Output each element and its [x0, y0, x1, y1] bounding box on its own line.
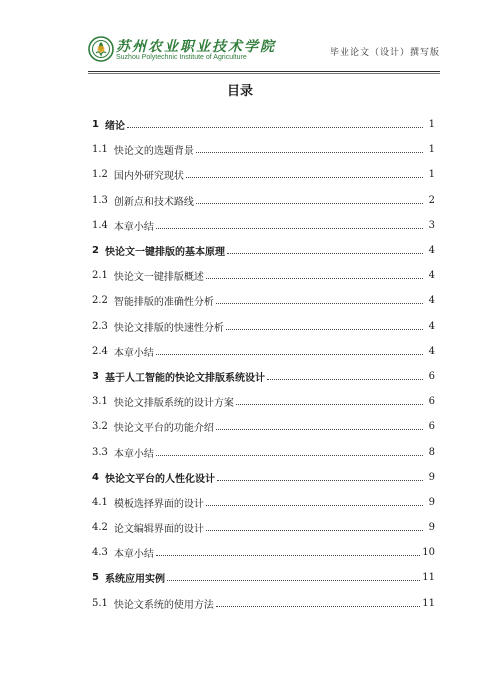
school-emblem-icon [88, 36, 114, 62]
toc-page-number: 1 [428, 169, 435, 181]
toc-entry-title: 本章小结 [113, 221, 154, 233]
school-name-en: Suzhou Polytechnic Institute of Agriculture [116, 54, 247, 61]
toc-page-number: 3 [428, 219, 435, 231]
toc-entry-number: 3.2 [92, 421, 108, 433]
toc-page-number: 9 [428, 471, 435, 483]
toc-chapter-entry[interactable] [92, 565, 435, 590]
toc-entry-number: 2.1 [92, 270, 108, 282]
toc-section-entry[interactable] [92, 389, 435, 414]
toc-page-number: 10 [422, 547, 435, 559]
toc-entry-number: 4.1 [92, 496, 108, 508]
toc-section-entry[interactable] [92, 263, 435, 288]
toc-dot-leader [217, 480, 423, 481]
toc-entry-number: 3 [92, 370, 99, 382]
toc-section-entry[interactable] [92, 439, 435, 464]
page-header [88, 36, 440, 70]
toc-chapter-entry[interactable] [92, 465, 435, 490]
school-name-cn: 苏州农业职业技术学院 [116, 39, 276, 55]
toc-dot-leader [156, 228, 423, 229]
toc-entry-title: 智能排版的准确性分析 [113, 297, 214, 309]
toc-entry-number: 3.1 [92, 396, 108, 408]
toc-entry-number: 1.3 [92, 194, 108, 206]
toc-entry-title: 绪论 [104, 121, 125, 133]
toc-entry-title: 快论文排版系统的设计方案 [113, 398, 234, 410]
toc-entry-number: 2.2 [92, 295, 108, 307]
toc-page-number: 6 [428, 370, 435, 382]
toc-section-entry[interactable] [92, 213, 435, 238]
toc-entry-title: 创新点和技术路线 [113, 196, 194, 208]
toc-dot-leader [216, 606, 420, 607]
toc-dot-leader [186, 177, 423, 178]
toc-entry-title: 快论文系统的使用方法 [113, 599, 214, 611]
toc-entry-number: 1.2 [92, 169, 108, 181]
toc-entry-number: 1.1 [92, 144, 108, 156]
toc-entry-title: 快论文平台的人性化设计 [104, 473, 215, 485]
toc-dot-leader [196, 203, 423, 204]
toc-page-number: 2 [428, 194, 435, 206]
toc-entry-title: 本章小结 [113, 448, 154, 460]
toc-chapter-entry[interactable] [92, 112, 435, 137]
toc-entry-number: 4.3 [92, 547, 108, 559]
toc-page-number: 9 [428, 496, 435, 508]
toc-dot-leader [206, 278, 423, 279]
toc-entry-number: 2.4 [92, 345, 108, 357]
toc-page-number: 1 [428, 144, 435, 156]
toc-section-entry[interactable] [92, 314, 435, 339]
toc-section-entry[interactable] [92, 591, 435, 616]
toc-entry-title: 快论文的选题背景 [113, 146, 194, 158]
toc-section-entry[interactable] [92, 339, 435, 364]
toc-section-entry[interactable] [92, 162, 435, 187]
toc-dot-leader [156, 555, 420, 556]
toc-entry-title: 国内外研究现状 [113, 171, 184, 183]
toc-page-number: 4 [428, 345, 435, 357]
toc-chapter-entry[interactable] [92, 364, 435, 389]
toc-entry-number: 5.1 [92, 597, 108, 609]
toc-entry-title: 模板选择界面的设计 [113, 498, 204, 510]
toc-entry-title: 基于人工智能的快论文排版系统设计 [104, 372, 265, 384]
toc-title: 目录 [226, 84, 253, 99]
toc-entry-title: 本章小结 [113, 549, 154, 561]
toc-page-number: 4 [428, 270, 435, 282]
toc-section-entry[interactable] [92, 490, 435, 515]
toc-entry-number: 3.3 [92, 446, 108, 458]
toc-entry-number: 2.3 [92, 320, 108, 332]
toc-section-entry[interactable] [92, 540, 435, 565]
toc-dot-leader [226, 329, 423, 330]
toc-chapter-entry[interactable] [92, 238, 435, 263]
toc-entry-number: 2 [92, 245, 99, 257]
toc-entry-number: 4.2 [92, 522, 108, 534]
toc-page-number: 9 [428, 522, 435, 534]
toc-dot-leader [156, 455, 423, 456]
toc-dot-leader [236, 404, 423, 405]
toc-dot-leader [167, 580, 420, 581]
toc-section-entry[interactable] [92, 137, 435, 162]
toc-entry-title: 快论文一键排版概述 [113, 272, 204, 284]
toc-page-number: 4 [428, 320, 435, 332]
header-divider-secondary [88, 73, 440, 74]
toc-page-number: 1 [428, 119, 435, 131]
document-type-label: 毕业论文（设计）撰写版 [329, 48, 440, 58]
toc-page-number: 11 [422, 572, 435, 584]
toc-section-entry[interactable] [92, 288, 435, 313]
toc-dot-leader [267, 379, 423, 380]
toc-entry-number: 1.4 [92, 219, 108, 231]
header-divider [88, 71, 440, 72]
toc-section-entry[interactable] [92, 414, 435, 439]
toc-entry-title: 快论文平台的功能介绍 [113, 423, 214, 435]
toc-entry-title: 快论文排版的快速性分析 [113, 322, 224, 334]
toc-page-number: 6 [428, 421, 435, 433]
toc-dot-leader [206, 530, 423, 531]
toc-entry-number: 1 [92, 119, 99, 131]
toc-entry-title: 快论文一键排版的基本原理 [104, 247, 225, 259]
toc-dot-leader [156, 354, 423, 355]
toc-dot-leader [227, 253, 423, 254]
toc-dot-leader [216, 303, 423, 304]
toc-section-entry[interactable] [92, 515, 435, 540]
toc-dot-leader [216, 429, 423, 430]
toc-entry-title: 论文编辑界面的设计 [113, 524, 204, 536]
toc-page-number: 6 [428, 396, 435, 408]
toc-page-number: 4 [428, 245, 435, 257]
toc-page-number: 11 [422, 597, 435, 609]
toc-dot-leader [196, 152, 423, 153]
toc-dot-leader [206, 505, 423, 506]
table-of-contents [92, 112, 435, 616]
toc-page-number: 4 [428, 295, 435, 307]
toc-page-number: 8 [428, 446, 435, 458]
toc-entry-title: 系统应用实例 [104, 574, 165, 586]
toc-section-entry[interactable] [92, 188, 435, 213]
toc-entry-title: 本章小结 [113, 347, 154, 359]
toc-entry-number: 5 [92, 572, 99, 584]
toc-dot-leader [127, 127, 423, 128]
toc-entry-number: 4 [92, 471, 99, 483]
